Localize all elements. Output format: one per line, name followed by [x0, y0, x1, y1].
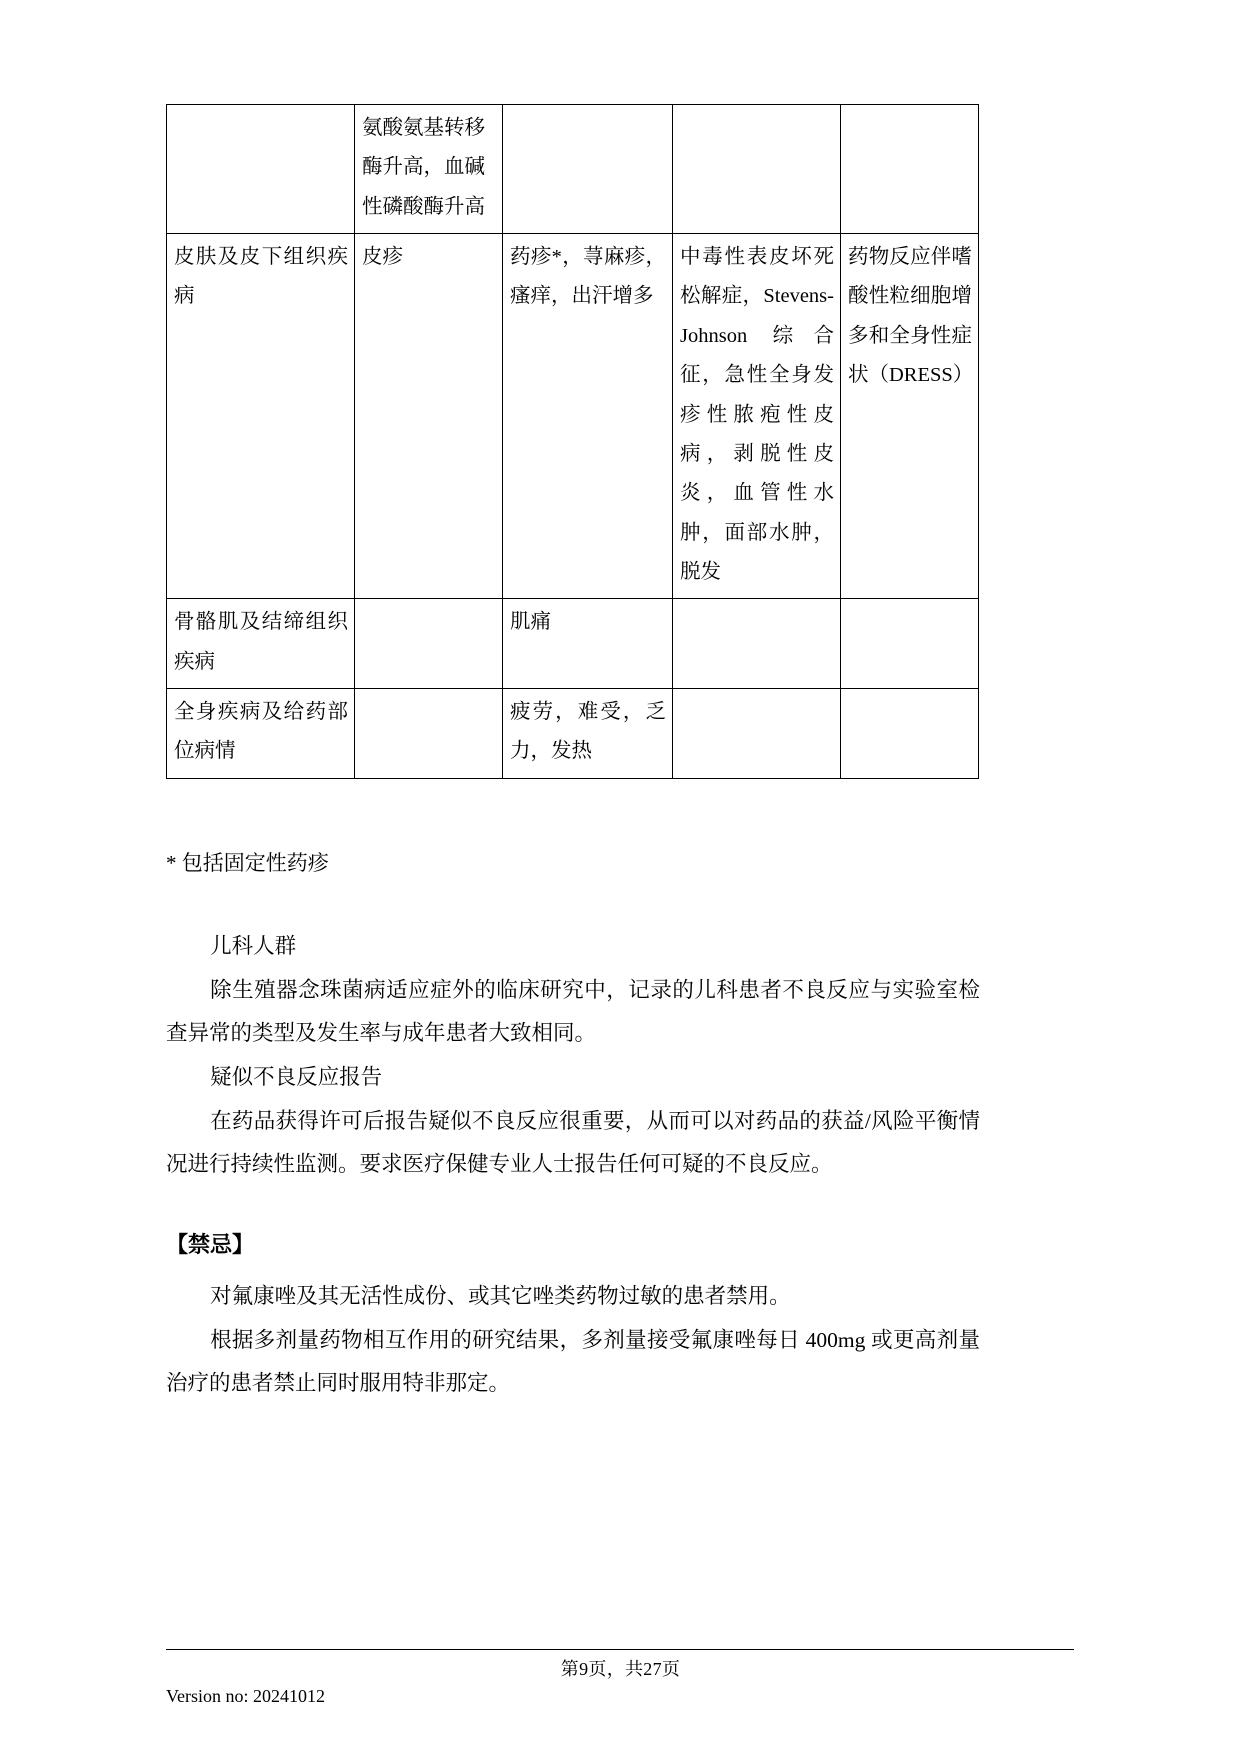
table-cell-uncommon: 肌痛: [503, 599, 673, 689]
footer-divider: [166, 1649, 1074, 1650]
table-cell-uncommon: 疲劳，难受，乏力，发热: [503, 689, 673, 779]
table-cell-unknown: [841, 689, 979, 779]
table-cell-system-organ-class: 全身疾病及给药部位病情: [167, 689, 355, 779]
section-suspected-adr-reporting: [166, 1056, 980, 1187]
table-cell-system-organ-class: 皮肤及皮下组织疾病: [167, 234, 355, 599]
section-suspected-adr-heading: 疑似不良反应报告: [210, 1065, 383, 1089]
section-contraindications: [166, 1275, 980, 1406]
table-row: [167, 234, 979, 599]
table-cell-uncommon: [503, 105, 673, 234]
table-row: [167, 689, 979, 779]
table-footnote: * 包括固定性药疹: [166, 851, 329, 875]
table-cell-rare: [673, 689, 841, 779]
table-cell-unknown: 药物反应伴嗜酸性粒细胞增多和全身性症状（DRESS）: [841, 234, 979, 599]
table-cell-system-organ-class: 骨骼肌及结缔组织疾病: [167, 599, 355, 689]
table-cell-uncommon: 药疹*，荨麻疹，瘙痒，出汗增多: [503, 234, 673, 599]
page-number: 第9页，共27页: [560, 1659, 681, 1679]
table-cell-common: 皮疹: [355, 234, 503, 599]
table-row: [167, 105, 979, 234]
contraindications-heading: 【禁忌】: [166, 1233, 255, 1258]
table-cell-common: 氨酸氨基转移酶升高，血碱性磷酸酶升高: [355, 105, 503, 234]
section-suspected-adr-paragraph: 在药品获得许可后报告疑似不良反应很重要，从而可以对药品的获益/风险平衡情况进行持续性监测。要求医疗保健专业人士报告任何可疑的不良反应。: [166, 1108, 980, 1177]
table-cell-rare: 中毒性表皮坏死松解症，Stevens-Johnson 综合征，急性全身发疹性脓疱性皮病，剥脱性皮炎，血管性水肿，面部水肿，脱发: [673, 234, 841, 599]
adverse-reactions-table: [166, 104, 979, 779]
table-cell-system-organ-class: [167, 105, 355, 234]
table-cell-unknown: [841, 105, 979, 234]
version-label: Version no: 20241012: [166, 1686, 325, 1706]
table-row: [167, 599, 979, 689]
table-cell-rare: [673, 599, 841, 689]
table-cell-common: [355, 599, 503, 689]
contraindications-paragraph-1: 对氟康唑及其无活性成份、或其它唑类药物过敏的患者禁用。: [210, 1284, 791, 1308]
table-cell-rare: [673, 105, 841, 234]
contraindications-paragraph-2: 根据多剂量药物相互作用的研究结果，多剂量接受氟康唑每日 400mg 或更高剂量治疗的患者禁止同时服用特非那定。: [166, 1327, 980, 1396]
table-cell-unknown: [841, 599, 979, 689]
adverse-reactions-table-container: [166, 104, 978, 779]
table-cell-common: [355, 689, 503, 779]
section-pediatric-paragraph: 除生殖器念珠菌病适应症外的临床研究中，记录的儿科患者不良反应与实验室检查异常的类型及发生率与成年患者大致相同。: [166, 977, 980, 1046]
section-pediatric: [166, 925, 980, 1056]
section-pediatric-heading: 儿科人群: [210, 934, 297, 958]
